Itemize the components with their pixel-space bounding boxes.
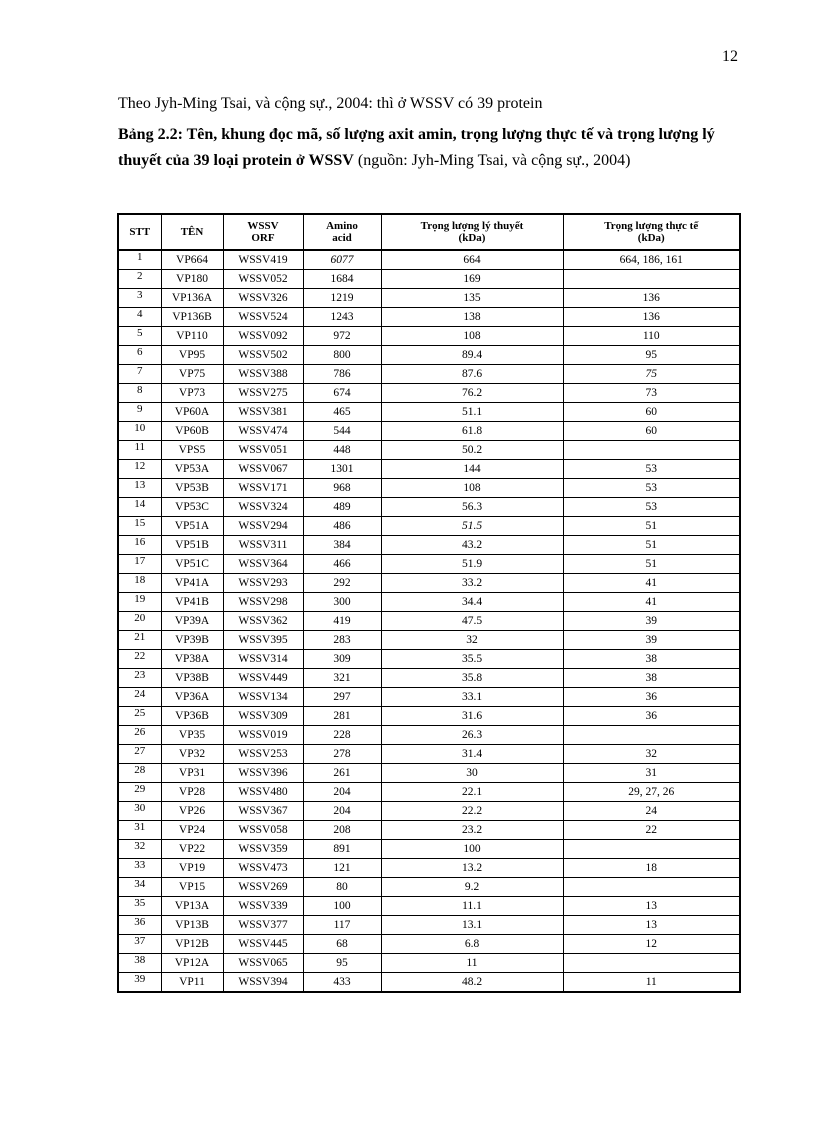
- cell-theoretical: 13.1: [381, 916, 563, 935]
- cell-theoretical: 89.4: [381, 346, 563, 365]
- table-header-row: [118, 214, 740, 250]
- cell-actual: 41: [563, 593, 740, 612]
- header-orf-line2: ORF: [251, 232, 275, 244]
- cell-actual: [563, 270, 740, 289]
- cell-amino: 384: [303, 536, 381, 555]
- header-ten: TÊN: [161, 214, 223, 250]
- cell-amino: 309: [303, 650, 381, 669]
- cell-orf: WSSV051: [223, 441, 303, 460]
- cell-orf: WSSV339: [223, 897, 303, 916]
- cell-theoretical: 35.8: [381, 669, 563, 688]
- cell-orf: WSSV362: [223, 612, 303, 631]
- page-number: 12: [722, 48, 738, 65]
- cell-amino: 486: [303, 517, 381, 536]
- cell-actual: 39: [563, 612, 740, 631]
- cell-amino: 1684: [303, 270, 381, 289]
- table-row: [118, 859, 740, 878]
- cell-name: VP38A: [161, 650, 223, 669]
- table-row: [118, 403, 740, 422]
- table-row: [118, 745, 740, 764]
- cell-theoretical: 13.2: [381, 859, 563, 878]
- cell-name: VP13B: [161, 916, 223, 935]
- table-row: [118, 479, 740, 498]
- cell-theoretical: 61.8: [381, 422, 563, 441]
- cell-theoretical: 31.6: [381, 707, 563, 726]
- cell-orf: WSSV311: [223, 536, 303, 555]
- cell-actual: 38: [563, 650, 740, 669]
- cell-stt: 13: [118, 479, 161, 498]
- table-row: [118, 650, 740, 669]
- cell-name: VP41B: [161, 593, 223, 612]
- cell-stt: 11: [118, 441, 161, 460]
- cell-name: VP95: [161, 346, 223, 365]
- cell-actual: 22: [563, 821, 740, 840]
- header-theoretical-line1: Trọng lượng lý thuyết: [420, 220, 524, 232]
- cell-name: VP26: [161, 802, 223, 821]
- cell-amino: 800: [303, 346, 381, 365]
- cell-stt: 20: [118, 612, 161, 631]
- cell-stt: 1: [118, 250, 161, 270]
- table-row: [118, 250, 740, 270]
- table-row: [118, 973, 740, 993]
- cell-actual: 53: [563, 460, 740, 479]
- cell-actual: 73: [563, 384, 740, 403]
- cell-actual: 38: [563, 669, 740, 688]
- table-row: [118, 783, 740, 802]
- cell-amino: 972: [303, 327, 381, 346]
- cell-name: VP13A: [161, 897, 223, 916]
- cell-name: VP53A: [161, 460, 223, 479]
- cell-amino: 261: [303, 764, 381, 783]
- cell-name: VP36A: [161, 688, 223, 707]
- table-row: [118, 327, 740, 346]
- cell-stt: 38: [118, 954, 161, 973]
- cell-stt: 19: [118, 593, 161, 612]
- caption-source: (nguồn: Jyh-Ming Tsai, và cộng sự., 2004): [353, 152, 631, 169]
- cell-actual: 664, 186, 161: [563, 250, 740, 270]
- cell-amino: 465: [303, 403, 381, 422]
- cell-stt: 2: [118, 270, 161, 289]
- table-row: [118, 821, 740, 840]
- cell-stt: 8: [118, 384, 161, 403]
- cell-orf: WSSV067: [223, 460, 303, 479]
- cell-orf: WSSV324: [223, 498, 303, 517]
- cell-name: VP51C: [161, 555, 223, 574]
- cell-name: VP31: [161, 764, 223, 783]
- header-orf: [223, 214, 303, 250]
- cell-orf: WSSV309: [223, 707, 303, 726]
- header-amino: [303, 214, 381, 250]
- cell-name: VP28: [161, 783, 223, 802]
- cell-name: VP12B: [161, 935, 223, 954]
- cell-amino: 321: [303, 669, 381, 688]
- table-row: [118, 555, 740, 574]
- cell-actual: 29, 27, 26: [563, 783, 740, 802]
- table-row: [118, 935, 740, 954]
- cell-name: VP39A: [161, 612, 223, 631]
- cell-stt: 24: [118, 688, 161, 707]
- cell-stt: 6: [118, 346, 161, 365]
- table-row: [118, 707, 740, 726]
- cell-name: VP39B: [161, 631, 223, 650]
- cell-name: VP51B: [161, 536, 223, 555]
- cell-theoretical: 100: [381, 840, 563, 859]
- cell-name: VP136B: [161, 308, 223, 327]
- cell-actual: [563, 878, 740, 897]
- cell-actual: 32: [563, 745, 740, 764]
- cell-actual: 51: [563, 517, 740, 536]
- cell-theoretical: 11.1: [381, 897, 563, 916]
- cell-amino: 891: [303, 840, 381, 859]
- cell-stt: 31: [118, 821, 161, 840]
- cell-amino: 68: [303, 935, 381, 954]
- cell-stt: 36: [118, 916, 161, 935]
- cell-actual: 39: [563, 631, 740, 650]
- cell-name: VP15: [161, 878, 223, 897]
- cell-orf: WSSV019: [223, 726, 303, 745]
- cell-amino: 968: [303, 479, 381, 498]
- cell-theoretical: 6.8: [381, 935, 563, 954]
- cell-actual: 60: [563, 403, 740, 422]
- cell-amino: 95: [303, 954, 381, 973]
- cell-actual: 51: [563, 555, 740, 574]
- cell-orf: WSSV524: [223, 308, 303, 327]
- table-row: [118, 517, 740, 536]
- header-amino-line1: Amino: [326, 220, 358, 232]
- cell-orf: WSSV449: [223, 669, 303, 688]
- cell-orf: WSSV502: [223, 346, 303, 365]
- cell-theoretical: 51.5: [381, 517, 563, 536]
- cell-actual: 95: [563, 346, 740, 365]
- table-row: [118, 593, 740, 612]
- cell-theoretical: 26.3: [381, 726, 563, 745]
- cell-stt: 23: [118, 669, 161, 688]
- cell-amino: 674: [303, 384, 381, 403]
- cell-stt: 21: [118, 631, 161, 650]
- table-row: [118, 498, 740, 517]
- cell-name: VP32: [161, 745, 223, 764]
- cell-theoretical: 664: [381, 250, 563, 270]
- cell-stt: 5: [118, 327, 161, 346]
- table-row: [118, 764, 740, 783]
- cell-amino: 448: [303, 441, 381, 460]
- cell-orf: WSSV275: [223, 384, 303, 403]
- cell-theoretical: 31.4: [381, 745, 563, 764]
- cell-orf: WSSV396: [223, 764, 303, 783]
- table-row: [118, 669, 740, 688]
- header-theoretical-line2: (kDa): [458, 232, 486, 244]
- cell-amino: 300: [303, 593, 381, 612]
- cell-orf: WSSV419: [223, 250, 303, 270]
- cell-amino: 466: [303, 555, 381, 574]
- cell-amino: 100: [303, 897, 381, 916]
- cell-orf: WSSV474: [223, 422, 303, 441]
- cell-actual: 13: [563, 916, 740, 935]
- cell-orf: WSSV381: [223, 403, 303, 422]
- cell-actual: 41: [563, 574, 740, 593]
- cell-theoretical: 50.2: [381, 441, 563, 460]
- cell-amino: 786: [303, 365, 381, 384]
- cell-actual: 53: [563, 498, 740, 517]
- cell-orf: WSSV395: [223, 631, 303, 650]
- cell-stt: 14: [118, 498, 161, 517]
- table-row: [118, 802, 740, 821]
- cell-orf: WSSV253: [223, 745, 303, 764]
- cell-actual: [563, 840, 740, 859]
- cell-amino: 433: [303, 973, 381, 993]
- cell-orf: WSSV058: [223, 821, 303, 840]
- cell-theoretical: 47.5: [381, 612, 563, 631]
- cell-actual: 12: [563, 935, 740, 954]
- cell-actual: 51: [563, 536, 740, 555]
- cell-theoretical: 87.6: [381, 365, 563, 384]
- table-row: [118, 612, 740, 631]
- cell-name: VP136A: [161, 289, 223, 308]
- table-row: [118, 916, 740, 935]
- cell-amino: 121: [303, 859, 381, 878]
- cell-stt: 32: [118, 840, 161, 859]
- header-theoretical: [381, 214, 563, 250]
- table-body: [118, 250, 740, 992]
- cell-amino: 292: [303, 574, 381, 593]
- cell-stt: 34: [118, 878, 161, 897]
- cell-orf: WSSV377: [223, 916, 303, 935]
- cell-name: VP73: [161, 384, 223, 403]
- cell-theoretical: 22.2: [381, 802, 563, 821]
- cell-theoretical: 30: [381, 764, 563, 783]
- cell-actual: [563, 726, 740, 745]
- table-row: [118, 270, 740, 289]
- cell-actual: 18: [563, 859, 740, 878]
- cell-orf: WSSV293: [223, 574, 303, 593]
- cell-orf: WSSV269: [223, 878, 303, 897]
- cell-orf: WSSV473: [223, 859, 303, 878]
- cell-stt: 30: [118, 802, 161, 821]
- cell-actual: [563, 954, 740, 973]
- cell-theoretical: 108: [381, 479, 563, 498]
- cell-amino: 281: [303, 707, 381, 726]
- cell-name: VP180: [161, 270, 223, 289]
- cell-theoretical: 108: [381, 327, 563, 346]
- cell-orf: WSSV394: [223, 973, 303, 993]
- table-caption: [118, 122, 740, 174]
- cell-stt: 3: [118, 289, 161, 308]
- cell-theoretical: 56.3: [381, 498, 563, 517]
- cell-stt: 18: [118, 574, 161, 593]
- table-row: [118, 460, 740, 479]
- cell-stt: 12: [118, 460, 161, 479]
- table-row: [118, 289, 740, 308]
- table-row: [118, 574, 740, 593]
- cell-amino: 6077: [303, 250, 381, 270]
- table-row: [118, 897, 740, 916]
- cell-stt: 33: [118, 859, 161, 878]
- header-orf-line1: WSSV: [247, 220, 279, 232]
- cell-orf: WSSV367: [223, 802, 303, 821]
- cell-orf: WSSV298: [223, 593, 303, 612]
- cell-theoretical: 33.2: [381, 574, 563, 593]
- cell-stt: 26: [118, 726, 161, 745]
- cell-theoretical: 169: [381, 270, 563, 289]
- cell-stt: 10: [118, 422, 161, 441]
- cell-stt: 22: [118, 650, 161, 669]
- intro-line: Theo Jyh-Ming Tsai, và cộng sự., 2004: thì ở WSSV có 39 protein: [118, 95, 543, 112]
- table-row: [118, 878, 740, 897]
- header-stt: STT: [118, 214, 161, 250]
- cell-stt: 29: [118, 783, 161, 802]
- cell-name: VP12A: [161, 954, 223, 973]
- cell-stt: 27: [118, 745, 161, 764]
- cell-actual: 110: [563, 327, 740, 346]
- cell-amino: 204: [303, 783, 381, 802]
- table-row: [118, 441, 740, 460]
- cell-name: VP22: [161, 840, 223, 859]
- cell-actual: 36: [563, 707, 740, 726]
- cell-actual: [563, 441, 740, 460]
- cell-actual: 136: [563, 308, 740, 327]
- cell-orf: WSSV445: [223, 935, 303, 954]
- cell-name: VP51A: [161, 517, 223, 536]
- cell-name: VP53B: [161, 479, 223, 498]
- cell-actual: 75: [563, 365, 740, 384]
- cell-name: VP60A: [161, 403, 223, 422]
- cell-name: VP75: [161, 365, 223, 384]
- cell-actual: 24: [563, 802, 740, 821]
- cell-actual: 136: [563, 289, 740, 308]
- cell-theoretical: 51.9: [381, 555, 563, 574]
- cell-name: VP36B: [161, 707, 223, 726]
- header-actual: [563, 214, 740, 250]
- cell-theoretical: 43.2: [381, 536, 563, 555]
- cell-amino: 1301: [303, 460, 381, 479]
- cell-name: VP19: [161, 859, 223, 878]
- cell-orf: WSSV364: [223, 555, 303, 574]
- cell-theoretical: 9.2: [381, 878, 563, 897]
- cell-amino: 419: [303, 612, 381, 631]
- table-row: [118, 536, 740, 555]
- protein-table: [117, 213, 741, 993]
- cell-actual: 31: [563, 764, 740, 783]
- cell-amino: 297: [303, 688, 381, 707]
- cell-theoretical: 76.2: [381, 384, 563, 403]
- cell-name: VP110: [161, 327, 223, 346]
- cell-amino: 278: [303, 745, 381, 764]
- cell-amino: 204: [303, 802, 381, 821]
- table-row: [118, 840, 740, 859]
- cell-amino: 228: [303, 726, 381, 745]
- cell-theoretical: 138: [381, 308, 563, 327]
- table-row: [118, 308, 740, 327]
- cell-name: VPS5: [161, 441, 223, 460]
- header-actual-line2: (kDa): [637, 232, 665, 244]
- cell-orf: WSSV052: [223, 270, 303, 289]
- cell-orf: WSSV314: [223, 650, 303, 669]
- cell-theoretical: 34.4: [381, 593, 563, 612]
- cell-name: VP24: [161, 821, 223, 840]
- cell-amino: 489: [303, 498, 381, 517]
- cell-stt: 15: [118, 517, 161, 536]
- cell-name: VP53C: [161, 498, 223, 517]
- cell-theoretical: 48.2: [381, 973, 563, 993]
- cell-amino: 1243: [303, 308, 381, 327]
- cell-actual: 11: [563, 973, 740, 993]
- cell-orf: WSSV326: [223, 289, 303, 308]
- cell-theoretical: 51.1: [381, 403, 563, 422]
- table-row: [118, 726, 740, 745]
- cell-orf: WSSV388: [223, 365, 303, 384]
- cell-name: VP38B: [161, 669, 223, 688]
- cell-amino: 117: [303, 916, 381, 935]
- cell-orf: WSSV171: [223, 479, 303, 498]
- cell-orf: WSSV359: [223, 840, 303, 859]
- table-row: [118, 346, 740, 365]
- cell-stt: 17: [118, 555, 161, 574]
- cell-theoretical: 144: [381, 460, 563, 479]
- cell-name: VP11: [161, 973, 223, 993]
- cell-name: VP664: [161, 250, 223, 270]
- cell-amino: 1219: [303, 289, 381, 308]
- table-row: [118, 422, 740, 441]
- cell-stt: 28: [118, 764, 161, 783]
- cell-name: VP35: [161, 726, 223, 745]
- cell-stt: 16: [118, 536, 161, 555]
- cell-stt: 4: [118, 308, 161, 327]
- cell-amino: 208: [303, 821, 381, 840]
- cell-actual: 53: [563, 479, 740, 498]
- header-amino-line2: acid: [332, 232, 352, 244]
- cell-stt: 39: [118, 973, 161, 993]
- table-row: [118, 384, 740, 403]
- cell-actual: 60: [563, 422, 740, 441]
- table-row: [118, 688, 740, 707]
- cell-actual: 13: [563, 897, 740, 916]
- cell-theoretical: 135: [381, 289, 563, 308]
- cell-name: VP60B: [161, 422, 223, 441]
- cell-stt: 37: [118, 935, 161, 954]
- cell-stt: 35: [118, 897, 161, 916]
- cell-actual: 36: [563, 688, 740, 707]
- table-row: [118, 631, 740, 650]
- cell-theoretical: 11: [381, 954, 563, 973]
- cell-theoretical: 33.1: [381, 688, 563, 707]
- table-row: [118, 954, 740, 973]
- cell-orf: WSSV134: [223, 688, 303, 707]
- cell-theoretical: 35.5: [381, 650, 563, 669]
- cell-orf: WSSV294: [223, 517, 303, 536]
- cell-amino: 283: [303, 631, 381, 650]
- cell-amino: 80: [303, 878, 381, 897]
- cell-orf: WSSV065: [223, 954, 303, 973]
- table-row: [118, 365, 740, 384]
- cell-theoretical: 32: [381, 631, 563, 650]
- cell-stt: 9: [118, 403, 161, 422]
- cell-theoretical: 22.1: [381, 783, 563, 802]
- cell-stt: 25: [118, 707, 161, 726]
- cell-orf: WSSV092: [223, 327, 303, 346]
- header-actual-line1: Trọng lượng thực tế: [604, 220, 699, 232]
- cell-name: VP41A: [161, 574, 223, 593]
- cell-orf: WSSV480: [223, 783, 303, 802]
- cell-amino: 544: [303, 422, 381, 441]
- cell-theoretical: 23.2: [381, 821, 563, 840]
- cell-stt: 7: [118, 365, 161, 384]
- caption-title: Bảng 2.2: Tên, khung đọc mã, số lượng axit amin, trọng lượng thực tế và trọng lượng lý thuyết của 39 loại protein ở WSSV: [118, 126, 715, 169]
